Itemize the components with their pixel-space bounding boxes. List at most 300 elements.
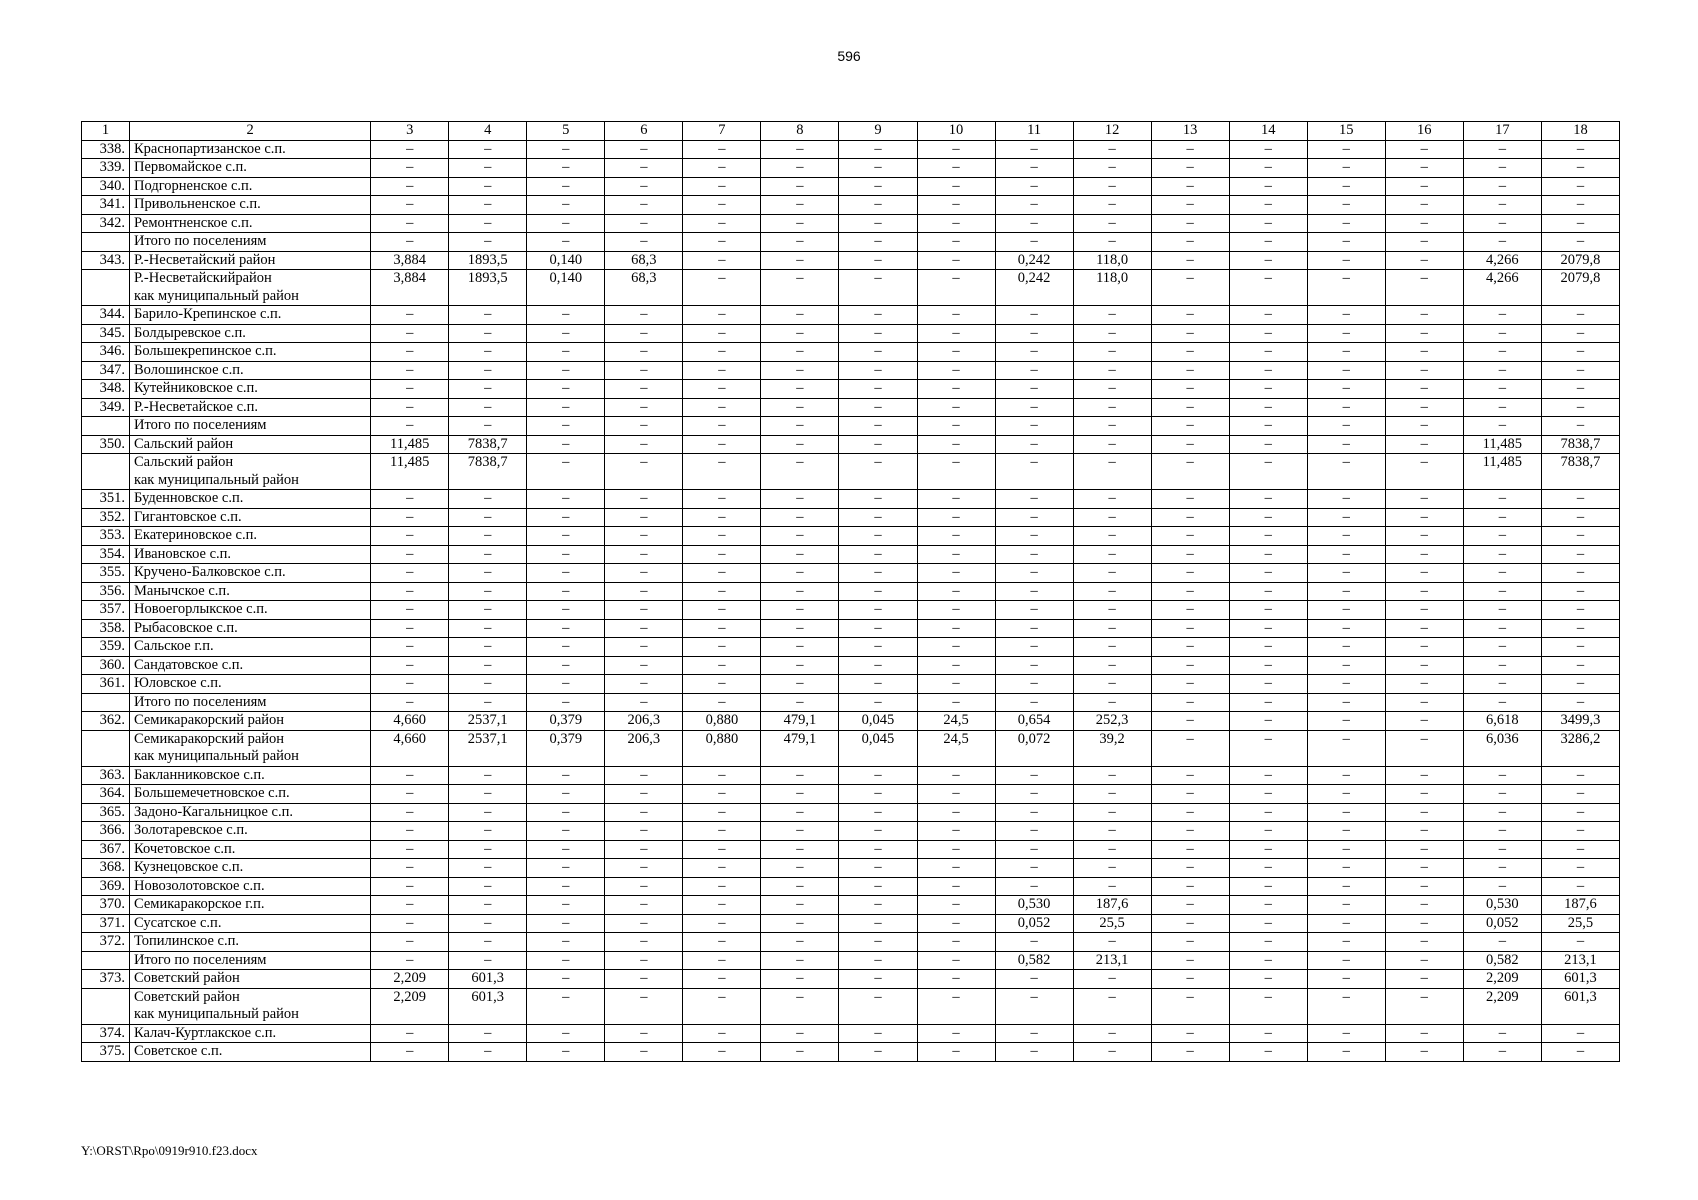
row-name-cell <box>130 233 371 252</box>
value-cell: 0,072 <box>995 730 1073 766</box>
value-cell: – <box>995 380 1073 399</box>
value-cell: – <box>1229 140 1307 159</box>
value-cell: – <box>527 896 605 915</box>
value-cell: – <box>917 877 995 896</box>
value-cell: – <box>761 601 839 620</box>
value-cell: – <box>1541 638 1619 657</box>
value-cell: – <box>1151 656 1229 675</box>
value-cell: – <box>839 417 917 436</box>
value-cell: 3,884 <box>371 270 449 306</box>
value-cell: – <box>761 306 839 325</box>
value-cell: – <box>1463 803 1541 822</box>
table-row <box>82 324 1620 343</box>
value-cell: – <box>449 896 527 915</box>
value-cell: – <box>839 214 917 233</box>
value-cell: – <box>1385 196 1463 215</box>
value-cell: – <box>605 343 683 362</box>
value-cell: – <box>605 822 683 841</box>
column-header-16: 16 <box>1385 122 1463 141</box>
value-cell: – <box>995 398 1073 417</box>
row-name: Кочетовское с.п. <box>134 840 236 857</box>
value-cell: – <box>1151 638 1229 657</box>
value-cell: – <box>527 656 605 675</box>
value-cell: 601,3 <box>1541 988 1619 1024</box>
value-cell: – <box>761 324 839 343</box>
value-cell: – <box>917 822 995 841</box>
table-row <box>82 196 1620 215</box>
row-name: Кутейниковское с.п. <box>134 380 258 396</box>
table-row <box>82 398 1620 417</box>
value-cell: – <box>1385 951 1463 970</box>
row-number: 373. <box>82 970 130 989</box>
value-cell: – <box>527 619 605 638</box>
value-cell: – <box>605 601 683 620</box>
value-cell: – <box>527 822 605 841</box>
value-cell: – <box>1151 417 1229 436</box>
value-cell: – <box>449 380 527 399</box>
value-cell: – <box>1541 601 1619 620</box>
value-cell: – <box>1307 601 1385 620</box>
value-cell: 25,5 <box>1541 914 1619 933</box>
value-cell: – <box>1385 1043 1463 1062</box>
value-cell: – <box>527 380 605 399</box>
value-cell: – <box>839 785 917 804</box>
table-row <box>82 582 1620 601</box>
value-cell: – <box>527 601 605 620</box>
page-number: 596 <box>837 48 861 64</box>
row-name: Топилинское с.п. <box>134 933 239 949</box>
value-cell: – <box>995 675 1073 694</box>
value-cell: – <box>1541 545 1619 564</box>
value-cell: – <box>371 822 449 841</box>
value-cell: – <box>371 785 449 804</box>
value-cell: – <box>917 233 995 252</box>
row-name: Итого по поселениям <box>134 233 267 249</box>
value-cell: – <box>839 914 917 933</box>
value-cell: – <box>917 785 995 804</box>
table-row <box>82 140 1620 159</box>
table-row <box>82 1043 1620 1062</box>
value-cell: – <box>1463 324 1541 343</box>
value-cell: – <box>839 859 917 878</box>
value-cell: – <box>1229 490 1307 509</box>
value-cell: – <box>1229 785 1307 804</box>
value-cell: 2,209 <box>1463 988 1541 1024</box>
value-cell: – <box>1463 159 1541 178</box>
row-name: Золотаревское с.п. <box>134 822 248 838</box>
value-cell: – <box>1307 1043 1385 1062</box>
value-cell: – <box>1229 159 1307 178</box>
value-cell: – <box>1541 490 1619 509</box>
row-name: Краснопартизанское с.п. <box>134 140 286 157</box>
value-cell: – <box>1307 343 1385 362</box>
value-cell: 0,052 <box>995 914 1073 933</box>
value-cell: – <box>761 214 839 233</box>
value-cell: 187,6 <box>1541 896 1619 915</box>
value-cell: – <box>995 527 1073 546</box>
value-cell: 24,5 <box>917 730 995 766</box>
column-header-17: 17 <box>1463 122 1541 141</box>
value-cell: – <box>761 361 839 380</box>
value-cell: – <box>605 914 683 933</box>
value-cell: – <box>1229 877 1307 896</box>
value-cell: – <box>449 306 527 325</box>
row-name: Гигантовское с.п. <box>134 508 242 525</box>
value-cell: – <box>371 490 449 509</box>
value-cell: – <box>839 840 917 859</box>
table-row <box>82 343 1620 362</box>
value-cell: – <box>839 398 917 417</box>
value-cell: – <box>1073 196 1151 215</box>
row-name-cell <box>130 196 371 215</box>
value-cell: – <box>1307 527 1385 546</box>
row-name-cell <box>130 417 371 436</box>
value-cell: – <box>1151 785 1229 804</box>
value-cell: – <box>1541 398 1619 417</box>
row-name-cell <box>130 490 371 509</box>
value-cell: 3499,3 <box>1541 712 1619 731</box>
row-name: Сальский район <box>134 454 234 470</box>
value-cell: – <box>1073 970 1151 989</box>
value-cell: – <box>839 454 917 490</box>
value-cell: – <box>527 785 605 804</box>
value-cell: – <box>1463 877 1541 896</box>
value-cell: – <box>1463 545 1541 564</box>
value-cell: – <box>449 822 527 841</box>
value-cell: – <box>1307 766 1385 785</box>
value-cell: – <box>1307 270 1385 306</box>
value-cell: – <box>605 380 683 399</box>
value-cell: – <box>1229 638 1307 657</box>
value-cell: – <box>683 619 761 638</box>
value-cell: – <box>1307 140 1385 159</box>
value-cell: – <box>1229 251 1307 270</box>
value-cell: – <box>917 398 995 417</box>
row-number: 354. <box>82 545 130 564</box>
value-cell: – <box>1385 766 1463 785</box>
table-row <box>82 508 1620 527</box>
value-cell: – <box>1307 564 1385 583</box>
row-name-cell <box>130 859 371 878</box>
value-cell: – <box>761 196 839 215</box>
value-cell: 11,485 <box>1463 435 1541 454</box>
value-cell: – <box>1229 398 1307 417</box>
value-cell: – <box>1151 545 1229 564</box>
table-row <box>82 988 1620 1024</box>
value-cell: – <box>761 803 839 822</box>
value-cell: 4,660 <box>371 730 449 766</box>
value-cell: 0,242 <box>995 270 1073 306</box>
value-cell: 601,3 <box>449 988 527 1024</box>
value-cell: – <box>839 324 917 343</box>
value-cell: – <box>1307 619 1385 638</box>
value-cell: – <box>527 398 605 417</box>
value-cell: – <box>995 454 1073 490</box>
row-name-cell <box>130 306 371 325</box>
value-cell: – <box>839 951 917 970</box>
row-name-cell <box>130 361 371 380</box>
value-cell: – <box>683 803 761 822</box>
value-cell: – <box>1385 324 1463 343</box>
value-cell: – <box>761 177 839 196</box>
value-cell: – <box>1541 233 1619 252</box>
table-row <box>82 159 1620 178</box>
value-cell: – <box>605 398 683 417</box>
value-cell: – <box>527 803 605 822</box>
value-cell: – <box>683 454 761 490</box>
row-name-cell <box>130 454 371 490</box>
value-cell: – <box>683 270 761 306</box>
value-cell: – <box>1307 1024 1385 1043</box>
value-cell: – <box>1229 712 1307 731</box>
value-cell: – <box>371 582 449 601</box>
value-cell: – <box>527 1043 605 1062</box>
table-row <box>82 712 1620 731</box>
value-cell: 0,582 <box>1463 951 1541 970</box>
value-cell: – <box>1463 582 1541 601</box>
value-cell: – <box>1229 343 1307 362</box>
row-name: Ремонтненское с.п. <box>134 214 253 231</box>
row-number: 352. <box>82 508 130 527</box>
value-cell: – <box>1541 619 1619 638</box>
row-number: 361. <box>82 675 130 694</box>
value-cell: – <box>1073 140 1151 159</box>
value-cell: – <box>917 343 995 362</box>
value-cell: 7838,7 <box>1541 435 1619 454</box>
value-cell: – <box>1385 693 1463 712</box>
value-cell: – <box>1151 1043 1229 1062</box>
value-cell: – <box>1229 730 1307 766</box>
value-cell: – <box>839 988 917 1024</box>
value-cell: – <box>449 177 527 196</box>
value-cell: – <box>605 970 683 989</box>
row-name-cell <box>130 638 371 657</box>
value-cell: – <box>1307 840 1385 859</box>
value-cell: – <box>449 343 527 362</box>
row-name-cell <box>130 933 371 952</box>
value-cell: – <box>995 490 1073 509</box>
value-cell: – <box>761 251 839 270</box>
row-name: Сандатовское с.п. <box>134 656 244 673</box>
value-cell: – <box>1385 398 1463 417</box>
value-cell: – <box>761 951 839 970</box>
value-cell: – <box>683 840 761 859</box>
row-name: Советский район <box>134 988 240 1005</box>
value-cell: – <box>605 233 683 252</box>
row-number: 357. <box>82 601 130 620</box>
header-row <box>82 122 1620 141</box>
table-row <box>82 896 1620 915</box>
value-cell: – <box>683 822 761 841</box>
value-cell: – <box>1073 877 1151 896</box>
value-cell: – <box>605 1024 683 1043</box>
value-cell: – <box>683 196 761 215</box>
value-cell: – <box>839 490 917 509</box>
value-cell: – <box>683 988 761 1024</box>
value-cell: – <box>605 693 683 712</box>
value-cell: – <box>1463 417 1541 436</box>
row-name: Калач-Куртлакское с.п. <box>134 1024 277 1041</box>
value-cell: – <box>683 140 761 159</box>
value-cell: – <box>995 785 1073 804</box>
value-cell: – <box>605 140 683 159</box>
value-cell: – <box>1463 840 1541 859</box>
row-name-cell <box>130 840 371 859</box>
row-name-cell <box>130 822 371 841</box>
value-cell: – <box>917 859 995 878</box>
value-cell: – <box>839 970 917 989</box>
value-cell: – <box>995 601 1073 620</box>
value-cell: – <box>839 508 917 527</box>
value-cell: – <box>839 1024 917 1043</box>
value-cell: – <box>1307 693 1385 712</box>
value-cell: – <box>1073 693 1151 712</box>
value-cell: 4,266 <box>1463 251 1541 270</box>
column-header-11: 11 <box>995 122 1073 141</box>
value-cell: – <box>1463 693 1541 712</box>
table-row <box>82 785 1620 804</box>
value-cell: 7838,7 <box>1541 454 1619 490</box>
value-cell: – <box>917 1024 995 1043</box>
row-name-line2: как муниципальный район <box>134 471 299 488</box>
value-cell: 2,209 <box>371 988 449 1024</box>
value-cell: – <box>917 766 995 785</box>
value-cell: 3286,2 <box>1541 730 1619 766</box>
value-cell: – <box>1385 527 1463 546</box>
value-cell: – <box>995 233 1073 252</box>
value-cell: – <box>995 656 1073 675</box>
value-cell: 0,654 <box>995 712 1073 731</box>
table-row <box>82 693 1620 712</box>
value-cell: – <box>761 1043 839 1062</box>
value-cell: – <box>1073 822 1151 841</box>
value-cell: – <box>1385 380 1463 399</box>
value-cell: – <box>1229 1024 1307 1043</box>
value-cell: – <box>1541 675 1619 694</box>
value-cell: – <box>605 988 683 1024</box>
value-cell: – <box>1151 1024 1229 1043</box>
value-cell: – <box>917 196 995 215</box>
value-cell: 2079,8 <box>1541 270 1619 306</box>
row-number <box>82 417 130 436</box>
value-cell: – <box>1463 343 1541 362</box>
value-cell: – <box>917 601 995 620</box>
value-cell: – <box>683 582 761 601</box>
value-cell: – <box>917 508 995 527</box>
value-cell: – <box>1151 766 1229 785</box>
value-cell: – <box>1307 545 1385 564</box>
value-cell: – <box>527 196 605 215</box>
value-cell: – <box>995 933 1073 952</box>
value-cell: – <box>683 527 761 546</box>
value-cell: – <box>527 693 605 712</box>
column-header-4: 4 <box>449 122 527 141</box>
value-cell: – <box>1385 619 1463 638</box>
row-name: Итого по поселениям <box>134 951 267 968</box>
value-cell: – <box>917 914 995 933</box>
column-header-12: 12 <box>1073 122 1151 141</box>
row-name-cell <box>130 140 371 159</box>
value-cell: – <box>917 970 995 989</box>
row-name: Ивановское с.п. <box>134 545 232 562</box>
row-number: 369. <box>82 877 130 896</box>
value-cell: – <box>1385 454 1463 490</box>
value-cell: – <box>1151 988 1229 1024</box>
value-cell: – <box>449 398 527 417</box>
value-cell: – <box>917 324 995 343</box>
value-cell: – <box>683 859 761 878</box>
value-cell: – <box>1151 730 1229 766</box>
value-cell: – <box>1385 712 1463 731</box>
value-cell: – <box>917 435 995 454</box>
value-cell: – <box>1385 988 1463 1024</box>
table-row <box>82 306 1620 325</box>
row-name-cell <box>130 601 371 620</box>
value-cell: – <box>683 693 761 712</box>
row-number: 358. <box>82 619 130 638</box>
value-cell: – <box>1151 601 1229 620</box>
value-cell: – <box>995 766 1073 785</box>
value-cell: – <box>683 766 761 785</box>
row-number <box>82 454 130 490</box>
value-cell: – <box>449 1024 527 1043</box>
value-cell: – <box>527 545 605 564</box>
value-cell: – <box>1463 619 1541 638</box>
value-cell: – <box>605 785 683 804</box>
value-cell: – <box>605 454 683 490</box>
value-cell: – <box>1385 785 1463 804</box>
row-name-cell <box>130 564 371 583</box>
value-cell: – <box>527 951 605 970</box>
value-cell: – <box>995 840 1073 859</box>
value-cell: – <box>1385 914 1463 933</box>
row-number: 363. <box>82 766 130 785</box>
value-cell: – <box>371 508 449 527</box>
row-number: 343. <box>82 251 130 270</box>
value-cell: – <box>527 675 605 694</box>
value-cell: – <box>1385 343 1463 362</box>
value-cell: – <box>1385 417 1463 436</box>
value-cell: 11,485 <box>371 435 449 454</box>
value-cell: – <box>761 970 839 989</box>
value-cell: 0,880 <box>683 730 761 766</box>
table-row <box>82 933 1620 952</box>
table-row <box>82 970 1620 989</box>
value-cell: – <box>1151 196 1229 215</box>
value-cell: – <box>527 177 605 196</box>
value-cell: – <box>917 1043 995 1062</box>
value-cell: – <box>761 693 839 712</box>
value-cell: – <box>1073 638 1151 657</box>
value-cell: – <box>839 877 917 896</box>
row-name: Сальский район <box>134 435 234 452</box>
value-cell: – <box>1541 380 1619 399</box>
value-cell: – <box>917 951 995 970</box>
value-cell: – <box>1463 490 1541 509</box>
value-cell: – <box>683 638 761 657</box>
table-row <box>82 564 1620 583</box>
value-cell: – <box>605 859 683 878</box>
value-cell: 601,3 <box>449 970 527 989</box>
value-cell: – <box>1463 601 1541 620</box>
table-row <box>82 380 1620 399</box>
value-cell: – <box>1463 361 1541 380</box>
row-name-line2: как муниципальный район <box>134 287 299 304</box>
value-cell: – <box>527 324 605 343</box>
value-cell: – <box>761 766 839 785</box>
row-name-cell <box>130 1024 371 1043</box>
value-cell: – <box>1229 970 1307 989</box>
